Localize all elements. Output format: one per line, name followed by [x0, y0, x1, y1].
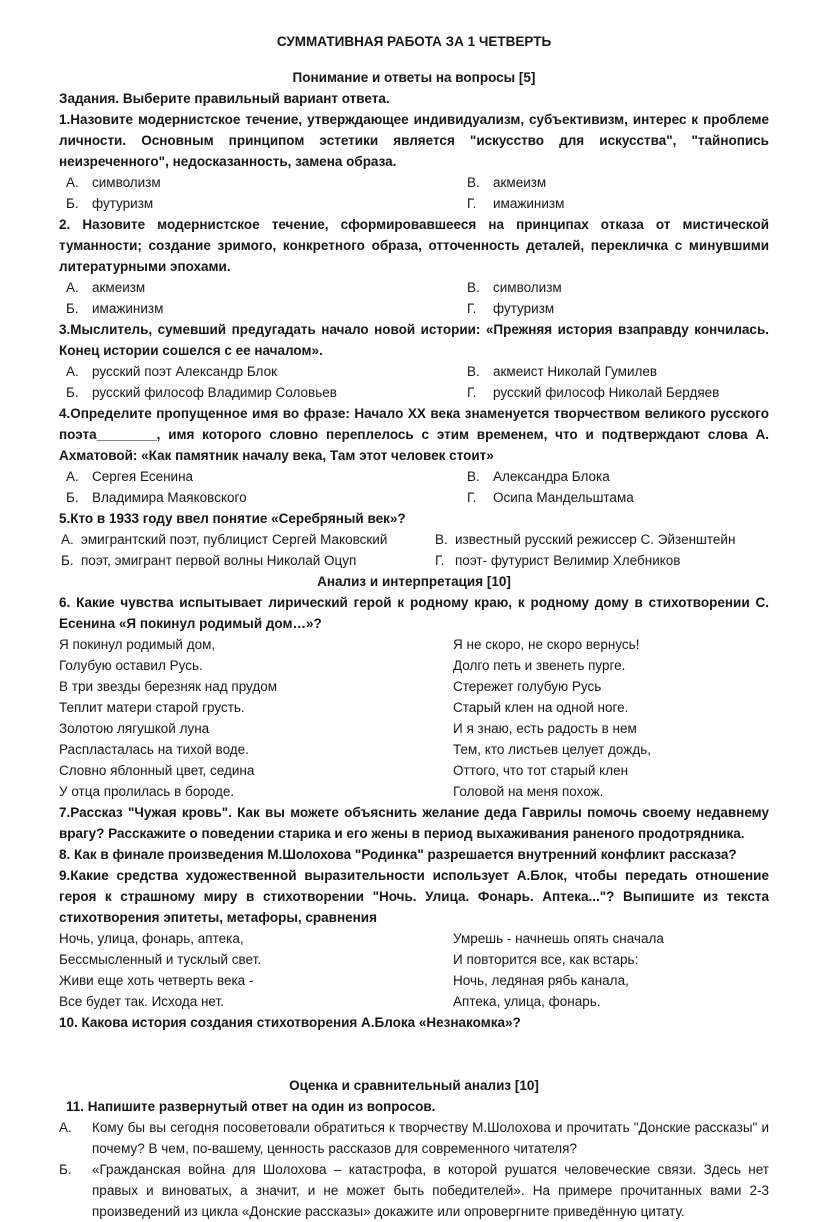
option-letter: Г. — [467, 196, 477, 211]
option-label: футуризм — [493, 301, 555, 316]
section-heading-analysis: Анализ и интерпретация [10] — [317, 574, 511, 589]
poem-line: Тем, кто листьев целует дождь, — [453, 742, 651, 757]
question-1-options — [59, 172, 769, 214]
option-letter: Г. — [435, 553, 445, 568]
poem-line: Ночь, ледяная рябь канала, — [453, 973, 629, 988]
doc-title: СУММАТИВНАЯ РАБОТА ЗА 1 ЧЕТВЕРТЬ — [276, 34, 552, 49]
option-b — [59, 487, 460, 508]
option-letter: Б. — [66, 385, 79, 400]
option-letter: Г. — [467, 490, 477, 505]
poem-line: Головой на меня похож. — [453, 784, 604, 799]
section-heading-comprehension: Понимание и ответы на вопросы [5] — [292, 70, 536, 85]
option-v — [433, 529, 769, 550]
poem-right-column — [453, 634, 769, 802]
question-6: 6. Какие чувства испытывает лирический герой к родному краю, к родному дому в стихотворении С. Есенина «Я покинул родимый дом…»? — [59, 595, 769, 631]
answer-item-b — [59, 1159, 769, 1222]
option-g — [460, 298, 769, 319]
option-label: Сергея Есенина — [92, 469, 194, 484]
option-label: имажинизм — [493, 196, 565, 211]
poem-line: Голубую оставил Русь. — [59, 658, 203, 673]
option-label: футуризм — [92, 196, 154, 211]
option-letter: В. — [467, 364, 480, 379]
poem-line: Оттого, что тот старый клен — [453, 763, 629, 778]
option-letter: В. — [435, 532, 448, 547]
option-v — [460, 466, 769, 487]
option-b — [59, 382, 460, 403]
poem-line: Долго петь и звенеть пурге. — [453, 658, 626, 673]
poem-line: Умрешь - начнешь опять сначала — [453, 931, 664, 946]
item-text: Кому бы вы сегодня посоветовали обратиться к творчеству М.Шолохова и прочитать "Донские рассказы" и почему? В чем, по-вашему, ценность рассказов для современного читателя? — [92, 1120, 769, 1156]
question-10: 10. Какова история создания стихотворения А.Блока «Незнакомка»? — [59, 1015, 521, 1030]
option-label: известный русский режиссер С. Эйзенштейн — [455, 532, 736, 547]
option-letter: В. — [467, 280, 480, 295]
option-label: русский философ Владимир Соловьев — [92, 385, 337, 400]
option-letter: Б. — [66, 490, 79, 505]
option-b — [59, 298, 460, 319]
option-g — [460, 382, 769, 403]
question-1: 1.Назовите модернистское течение, утверждающее индивидуализм, субъективизм, интерес к проблеме личности. Основным принципом эстетики является "искусство для искусства", "тайнопись неизреченного", недосказанность, замена образа. — [59, 112, 769, 169]
option-letter: А. — [66, 364, 79, 379]
poem-left-column — [59, 634, 453, 802]
question-2: 2. Назовите модернистское течение, сформировавшееся на принципах отказа от мистической туманности; создание зримого, конкретного образа, отточенность деталей, перекличка с минувшими литературными эпохами. — [59, 217, 769, 274]
option-label: поэт- футурист Велимир Хлебников — [455, 553, 681, 568]
question-2-options — [59, 277, 769, 319]
option-label: поэт, эмигрант первой волны Николай Оцуп — [81, 553, 357, 568]
poem-esenin — [59, 634, 769, 802]
answer-item-a — [59, 1117, 769, 1159]
question-7: 7.Рассказ "Чужая кровь". Как вы можете объяснить желание деда Гаврилы помочь своему недавнему врагу? Расскажите о поведении старика и его жены в период выхаживания раненого продотрядника. — [59, 805, 769, 841]
option-label: акмеизм — [92, 280, 146, 295]
poem-line: Живи еще хоть четверть века - — [59, 973, 254, 988]
item-letter: А. — [59, 1120, 72, 1135]
item-text: «Гражданская война для Шолохова – катастрофа, в которой рушатся человеческие связи. Здесь нет правых и виноватых, а значит, и не может быть победителей». На примере прочитанных вами 2-3 произведений из цикла «Донские рассказы» докажите или опровергните приведённую цитату. — [92, 1162, 769, 1219]
option-label: символизм — [493, 280, 562, 295]
option-label: символизм — [92, 175, 161, 190]
poem-line: Старый клен на одной ноге. — [453, 700, 629, 715]
poem-line: Золотою лягушкой луна — [59, 721, 210, 736]
option-letter: Б. — [66, 196, 79, 211]
poem-line: У отца пролилась в бороде. — [59, 784, 235, 799]
option-v — [460, 172, 769, 193]
option-a — [59, 529, 433, 550]
option-v — [460, 361, 769, 382]
option-label: имажинизм — [92, 301, 164, 316]
poem-left-column — [59, 928, 453, 1012]
option-label: русский поэт Александр Блок — [92, 364, 277, 379]
option-label: Осипа Мандельштама — [493, 490, 634, 505]
option-letter: А. — [66, 469, 79, 484]
question-5: 5.Кто в 1933 году ввел понятие «Серебряный век»? — [59, 511, 406, 526]
poem-line: Я не скоро, не скоро вернусь! — [453, 637, 640, 652]
option-letter: А. — [61, 532, 74, 547]
option-g — [460, 487, 769, 508]
poem-line: Словно яблонный цвет, седина — [59, 763, 255, 778]
poem-line: Я покинул родимый дом, — [59, 637, 216, 652]
option-a — [59, 361, 460, 382]
option-label: русский философ Николай Бердяев — [493, 385, 720, 400]
option-a — [59, 172, 460, 193]
option-letter: Б. — [66, 301, 79, 316]
question-9: 9.Какие средства художественной выразительности использует А.Блок, чтобы передать отношение героя к страшному миру в стихотворении "Ночь. Улица. Фонарь. Аптека..."? Выпишите из текста стихотворения эпитеты, метафоры, сравнения — [59, 868, 769, 925]
question-11: 11. Напишите развернутый ответ на один из вопросов. — [66, 1099, 436, 1114]
option-g — [433, 550, 769, 571]
question-3-options — [59, 361, 769, 403]
poem-line: Теплит матери старой грусть. — [59, 700, 245, 715]
poem-line: Ночь, улица, фонарь, аптека, — [59, 931, 244, 946]
option-b — [59, 193, 460, 214]
section-heading-evaluation: Оценка и сравнительный анализ [10] — [289, 1078, 539, 1093]
poem-blok — [59, 928, 769, 1012]
option-g — [460, 193, 769, 214]
option-letter: А. — [66, 280, 79, 295]
option-letter: В. — [467, 469, 480, 484]
option-label: Владимира Маяковского — [92, 490, 247, 505]
poem-line: И повторится все, как встарь: — [453, 952, 639, 967]
option-label: эмигрантский поэт, публицист Сергей Маковский — [81, 532, 388, 547]
option-a — [59, 466, 460, 487]
item-letter: Б. — [59, 1162, 72, 1177]
poem-line: Аптека, улица, фонарь. — [453, 994, 601, 1009]
tasks-intro: Задания. Выберите правильный вариант ответа. — [59, 91, 390, 106]
option-letter: А. — [66, 175, 79, 190]
poem-line: Все будет так. Исхода нет. — [59, 994, 224, 1009]
option-b — [59, 550, 433, 571]
option-label: акмеизм — [493, 175, 547, 190]
option-letter: Б. — [61, 553, 74, 568]
poem-line: Распласталась на тихой воде. — [59, 742, 249, 757]
question-3: 3.Мыслитель, сумевший предугадать начало новой истории: «Прежняя история взаправду кончилась. Конец истории сошелся с ее началом». — [59, 322, 769, 358]
question-5-options — [59, 529, 769, 571]
option-label: акмеист Николай Гумилев — [493, 364, 658, 379]
option-v — [460, 277, 769, 298]
question-8: 8. Как в финале произведения М.Шолохова "Родинка" разрешается внутренний конфликт рассказа? — [59, 847, 737, 862]
option-letter: Г. — [467, 301, 477, 316]
option-label: Александра Блока — [493, 469, 610, 484]
poem-line: Стережет голубую Русь — [453, 679, 602, 694]
option-a — [59, 277, 460, 298]
poem-line: В три звезды березняк над прудом — [59, 679, 278, 694]
poem-line: И я знаю, есть радость в нем — [453, 721, 637, 736]
option-letter: Г. — [467, 385, 477, 400]
option-letter: В. — [467, 175, 480, 190]
poem-right-column — [453, 928, 769, 1012]
question-4: 4.Определите пропущенное имя во фразе: Начало ХХ века знаменуется творчеством великого русского поэта________, имя которого словно переплелось с этим временем, что и подтверждают слова А. Ахматовой: «Как памятник началу века, Там этот человек стоит» — [59, 406, 769, 463]
poem-line: Бессмысленный и тусклый свет. — [59, 952, 262, 967]
question-4-options — [59, 466, 769, 508]
